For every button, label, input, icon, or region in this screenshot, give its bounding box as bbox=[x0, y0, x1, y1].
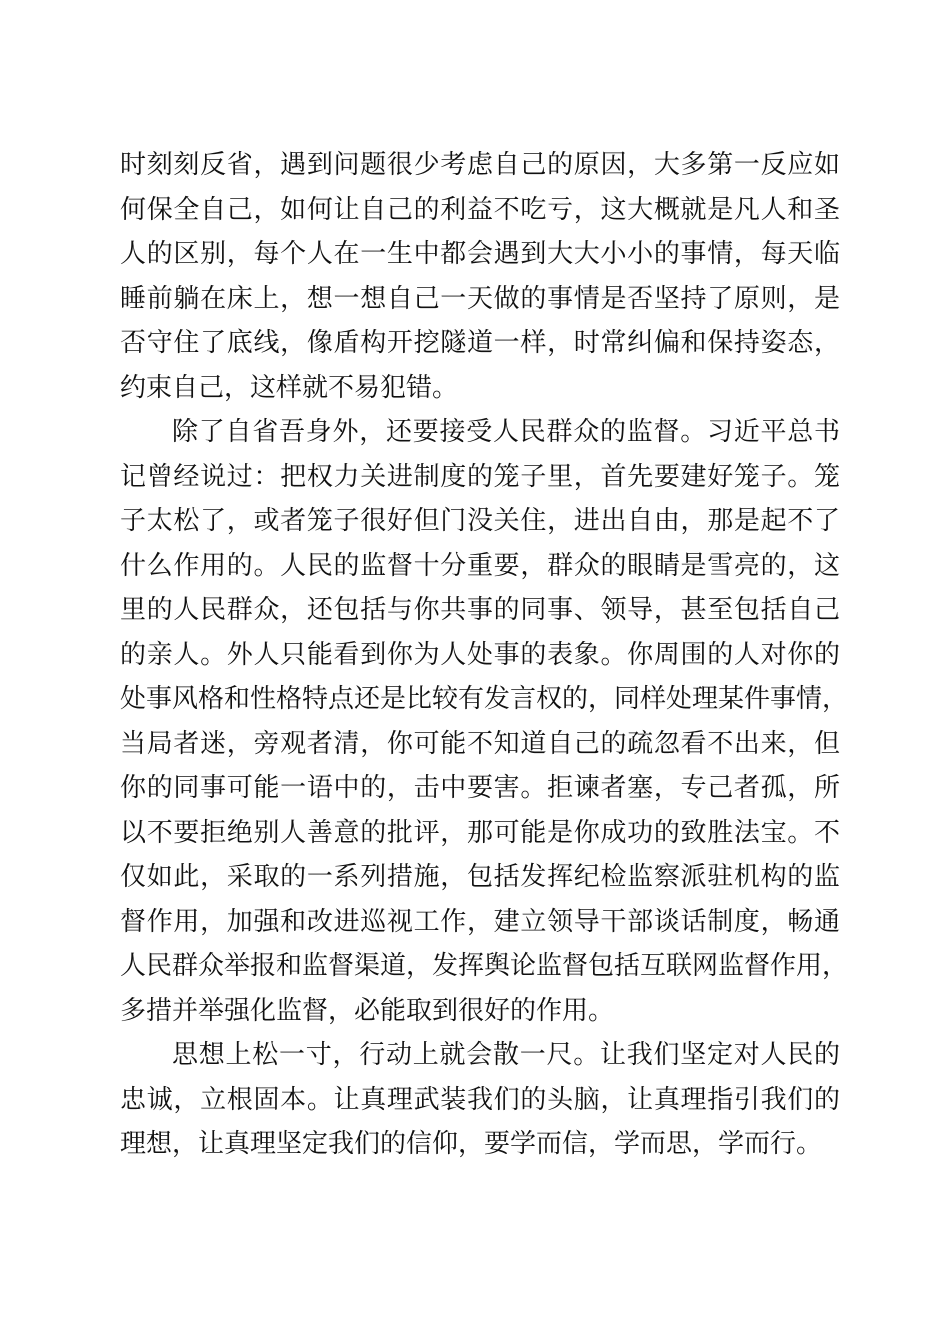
text-line: 记曾经说过：把权力关进制度的笼子里，首先要建好笼子。笼 bbox=[120, 461, 840, 492]
text-line: 督作用，加强和改进巡视工作，建立领导干部谈话制度，畅通 bbox=[120, 906, 840, 937]
text-line: 忠诚，立根固本。让真理武装我们的头脑，让真理指引我们的 bbox=[120, 1084, 840, 1115]
text-line: 处事风格和性格特点还是比较有发言权的，同样处理某件事情， bbox=[120, 684, 849, 714]
paragraph-3 bbox=[120, 1033, 840, 1167]
paragraph-1 bbox=[120, 143, 840, 410]
text-line: 睡前躺在床上，想一想自己一天做的事情是否坚持了原则，是 bbox=[120, 283, 840, 314]
text-line: 何保全自己，如何让自己的利益不吃亏，这大概就是凡人和圣 bbox=[120, 194, 840, 225]
text-line: 子太松了，或者笼子很好但门没关住，进出自由，那是起不了 bbox=[120, 506, 840, 536]
text-line: 思想上松一寸，行动上就会散一尺。让我们坚定对人民的 bbox=[172, 1040, 840, 1070]
text-line: 什么作用的。人民的监督十分重要，群众的眼睛是雪亮的，这 bbox=[120, 550, 840, 581]
text-line: 多措并举强化监督，必能取到很好的作用。 bbox=[120, 995, 615, 1026]
text-line: 除了自省吾身外，还要接受人民群众的监督。习近平总书 bbox=[172, 417, 840, 447]
text-line: 人民群众举报和监督渠道，发挥舆论监督包括互联网监督作用， bbox=[120, 951, 849, 981]
text-line: 理想，让真理坚定我们的信仰，要学而信，学而思，学而行。 bbox=[120, 1129, 823, 1159]
paragraph-2 bbox=[120, 410, 849, 1033]
text-line: 否守住了底线，像盾构开挖隧道一样，时常纠偏和保持姿态， bbox=[120, 328, 840, 358]
text-line: 人的区别，每个人在一生中都会遇到大大小小的事情，每天临 bbox=[120, 239, 840, 269]
text-line: 的亲人。外人只能看到你为人处事的表象。你周围的人对你的 bbox=[120, 639, 840, 670]
text-line: 约束自己，这样就不易犯错。 bbox=[120, 372, 459, 403]
text-line: 你的同事可能一语中的，击中要害。拒谏者塞，专己者孤，所 bbox=[120, 773, 840, 803]
text-line: 当局者迷，旁观者清，你可能不知道自己的疏忽看不出来，但 bbox=[120, 728, 840, 759]
text-line: 里的人民群众，还包括与你共事的同事、领导，甚至包括自己 bbox=[120, 595, 840, 625]
document-body bbox=[120, 143, 849, 1167]
text-line: 时刻刻反省，遇到问题很少考虑自己的原因，大多第一反应如 bbox=[120, 150, 840, 180]
text-line: 以不要拒绝别人善意的批评，那可能是你成功的致胜法宝。不 bbox=[120, 817, 840, 848]
text-line: 仅如此，采取的一系列措施，包括发挥纪检监察派驻机构的监 bbox=[120, 862, 840, 892]
